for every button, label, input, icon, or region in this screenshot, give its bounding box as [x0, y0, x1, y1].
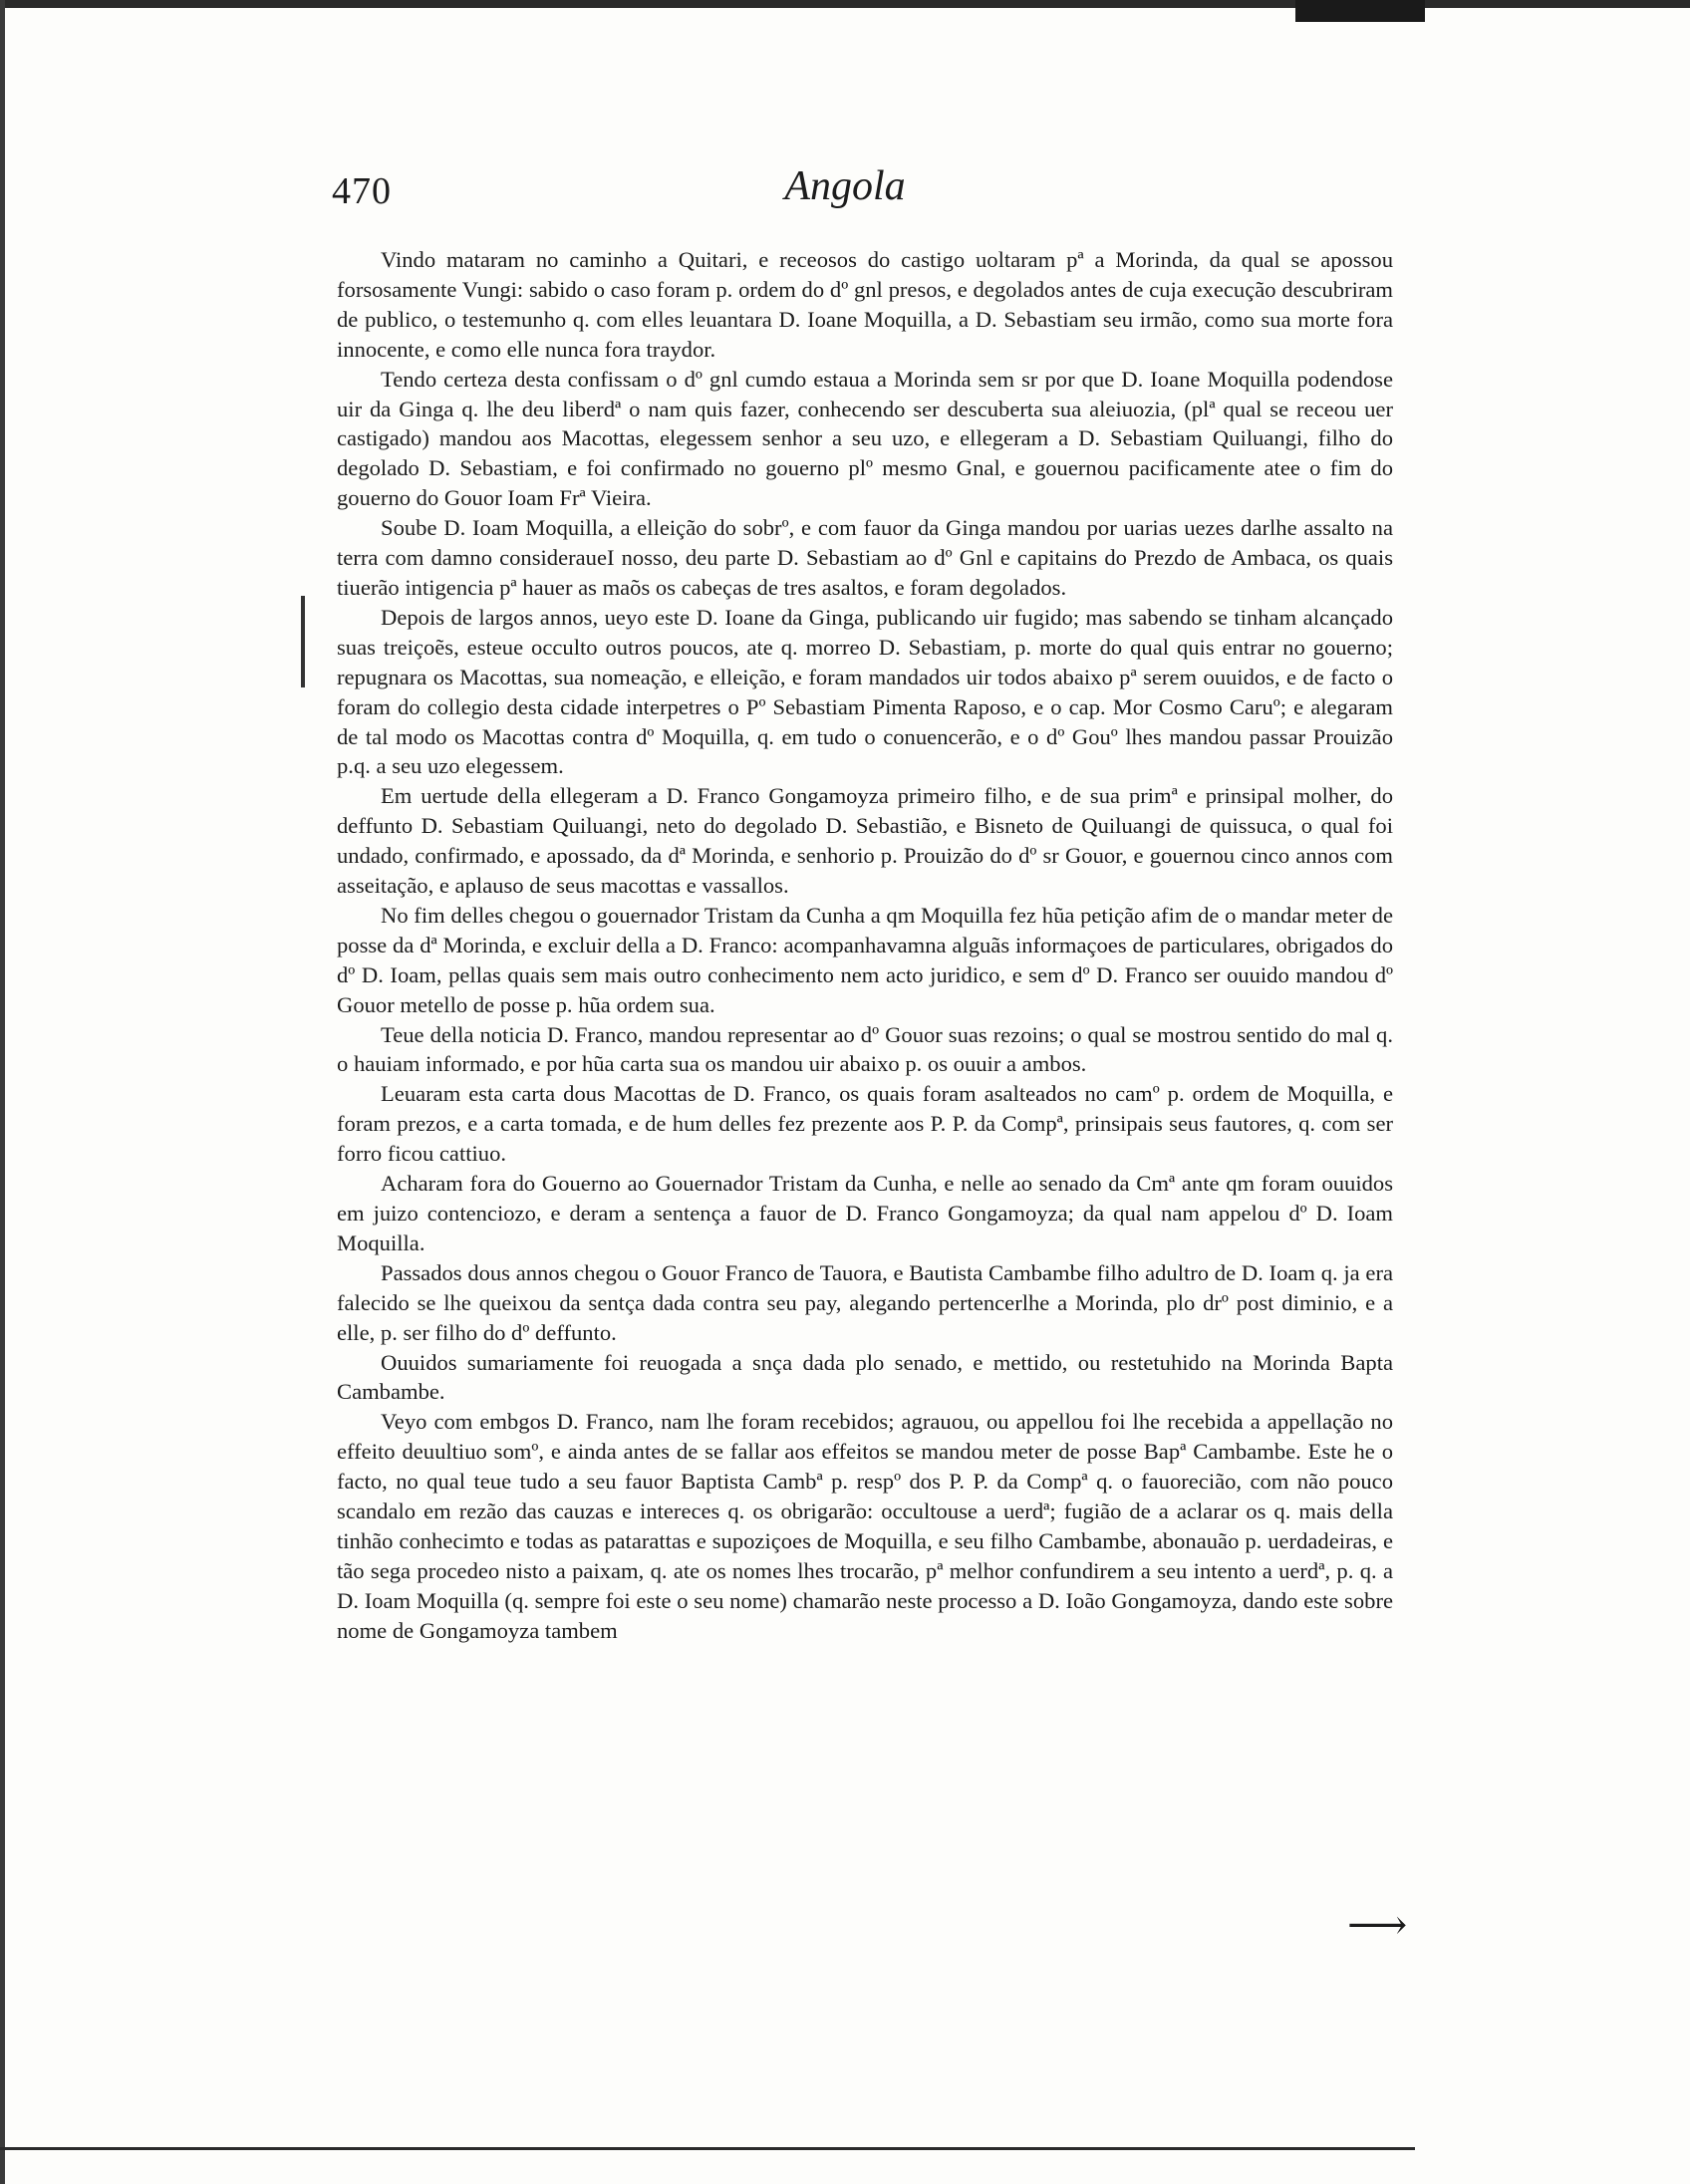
- paragraph: Leuaram esta carta dous Macottas de D. Franco, os quais foram asalteados no camº p. ordem de Moquilla, e foram prezos, e a carta tomada, e de hum delles fez prezente aos P. P. da Compª, prinsipais seus fautores, q. com ser forro ficou cattiuo.: [337, 1081, 1393, 1167]
- margin-mark: [301, 596, 305, 687]
- paragraph: Passados dous annos chegou o Gouor Franco de Tauora, e Bautista Cambambe filho adultro de D. Ioam q. ja era falecido se lhe queixou da sentça dada contra seu pay, alegando pertencerlhe a Morinda, plo drº post diminio, e a elle, p. ser filho do dº deffunto.: [337, 1259, 1393, 1345]
- paragraph: Acharam fora do Gouerno ao Gouernador Tristam da Cunha, e nelle ao senado da Cmª ante qm foram ouuidos em juizo contenciozo, e deram a sentença a fauor de D. Franco Gongamoyza; da qual nam appelou dº D. Ioam Moquilla.: [337, 1171, 1393, 1255]
- paragraph: Tendo certeza desta confissam o dº gnl cumdo estaua a Morinda sem sr por que D. Ioane Moquilla podendose uir da Ginga q. lhe deu liberdª o nam quis fazer, conhecendo ser descuberta sua aleiuozia, (plª qual se receou uer castigado) mandou aos Macottas, elegessem senhor a seu uzo, e ellegeram a D. Sebastiam Quiluangi, filho do degolado D. Sebastiam, e foi confirmado no gouerno plº mesmo Gnal, e gouernou pacificamente atee o fim do gouerno do Gouor Ioam Frª Vieira.: [337, 366, 1393, 511]
- paragraph: Veyo com embgos D. Franco, nam lhe foram recebidos; agrauou, ou appellou foi lhe recebida a appellação no effeito deuultiuo somº, e ainda antes de se fallar aos effeitos se mandou meter de posse Bapª Cambambe. Este he o facto, no qual teue tudo a seu fauor Baptista Cambª p. respº dos P. P. da Compª q. o fauorecião, com não pouco scandalo em rezão das cauzas e intereces q. os obrigarão: occultouse a uerdª; fugião de a aclarar os q. mais della tinhão conhecimto e todas as patarattas e supoziçoes de Moquilla, e seu filho Cambambe, abonauão p. uerdadeiras, e tão sega procedeo nisto a paixam, q. ate os nomes lhes trocarão, pª melhor confundirem a seu intento a uerdª, p. q. a D. Ioam Moquilla (q. sempre foi este o seu nome) chamarão neste processo a D. Ioão Gongamoyza, dando este sobre nome de Gongamoyza tambem: [337, 1409, 1393, 1643]
- top-border-rule: [0, 0, 1690, 8]
- paragraph: Soube D. Ioam Moquilla, a elleição do sobrº, e com fauor da Ginga mandou por uarias uezes darlhe assalto na terra com damno consideraueI nosso, deu parte D. Sebastiam ao dº Gnl e capitains do Prezdo de Ambaca, os quais tiuerão intigencia pª hauer as maõs os cabeças de tres asaltos, e foram degolados.: [337, 515, 1393, 600]
- page-number: 470: [332, 170, 392, 212]
- running-title: Angola: [784, 163, 906, 209]
- paragraph: No fim delles chegou o gouernador Tristam da Cunha a qm Moquilla fez hũa petição afim de o mandar meter de posse da dª Morinda, e excluir della a D. Franco: acompanhavamna alguãs informaçoes de particulares, obrigados do dº D. Ioam, pellas quais sem mais outro conhecimento nem acto juridico, e sem dº D. Franco ser ouuido mandou dº Gouor metello de posse p. hũa ordem sua.: [337, 902, 1393, 1017]
- bottom-border-rule: [0, 2147, 1415, 2150]
- top-scan-mark: [1295, 0, 1425, 22]
- paragraph: Em uertude della ellegeram a D. Franco Gongamoyza primeiro filho, e de sua primª e prinsipal molher, do deffunto D. Sebastiam Quiluangi, neto do degolado D. Sebastião, e Bisneto de Quiluangi de quissuca, o qual foi undado, confirmado, e apossado, da dª Morinda, e senhorio p. Prouizão do dº sr Gouor, e gouernou cinco annos com asseitação, e aplauso de seus macottas e vassallos.: [337, 783, 1393, 899]
- paragraph: Teue della noticia D. Franco, mandou representar ao dº Gouor suas rezoins; o qual se mostrou sentido do mal q. o hauiam informado, e por hũa carta sua os mandou uir abaixo p. os ouuir a ambos.: [337, 1021, 1393, 1077]
- continuation-arrow-icon: ⟶: [1347, 1903, 1408, 1949]
- paragraph: Ouuidos sumariamente foi reuogada a snça dada plo senado, e mettido, ou restetuhido na Morinda Bapta Cambambe.: [337, 1349, 1393, 1405]
- paragraph: Depois de largos annos, ueyo este D. Ioane da Ginga, publicando uir fugido; mas sabendo se tinham alcançado suas treiçoẽs, esteue occulto outros poucos, ate q. morreo D. Sebastiam, p. morte do qual quis entrar no gouerno; repugnara os Macottas, sua nomeação, e elleição, e foram mandados uir todos abaixo pª serem ouuidos, e de facto o foram do collegio desta cidade interpetres o Pº Sebastiam Pimenta Raposo, e o cap. Mor Cosmo Caruº; e alegaram de tal modo os Macottas contra dº Moquilla, q. em tudo o conuencerão, e o dº Gouº lhes mandou passar Prouizão p.q. a seu uzo elegessem.: [337, 604, 1393, 779]
- paragraph: Vindo mataram no caminho a Quitari, e receosos do castigo uoltaram pª a Morinda, da qual se apossou forsosamente Vungi: sabido o caso foram p. ordem do dº gnl presos, e degolados antes de cuja execução descubriram de publico, o testemunho q. com elles leuantara D. Ioane Moquilla, a D. Sebastiam seu irmão, como sua morte fora innocente, e como elle nunca fora traydor.: [337, 247, 1393, 362]
- body-text: [337, 245, 1393, 1646]
- left-border-rule: [0, 0, 5, 2184]
